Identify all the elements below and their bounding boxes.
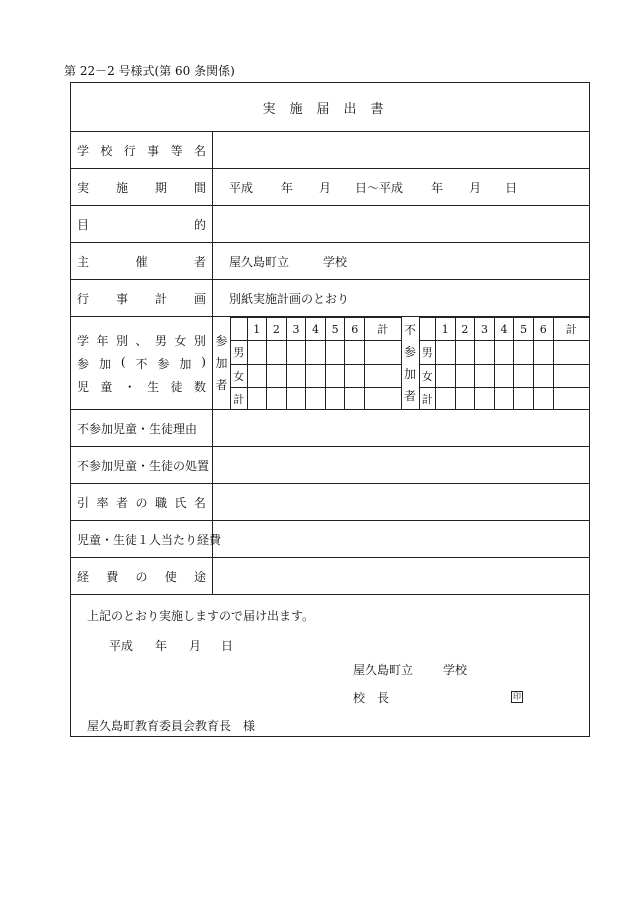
grade-header: 3 <box>475 318 495 341</box>
label-char: 者 <box>403 389 416 403</box>
label-char: 参 <box>77 356 90 371</box>
footer-principal-title: 校 長 <box>353 691 390 705</box>
group-participating <box>213 317 401 409</box>
label-leader <box>71 484 213 520</box>
label-char: 加 <box>179 356 192 371</box>
total-cell[interactable] <box>365 341 401 364</box>
label-event-name <box>71 132 213 168</box>
count-cell[interactable] <box>455 387 475 410</box>
total-cell[interactable] <box>553 364 589 387</box>
count-cell[interactable] <box>267 341 287 364</box>
label-char: 間 <box>193 180 206 195</box>
count-cell[interactable] <box>436 387 456 410</box>
group-label-participating <box>213 317 231 409</box>
seal-icon: 印 <box>513 692 521 701</box>
row-label: 計 <box>231 387 247 410</box>
label-participants <box>71 317 213 409</box>
count-cell[interactable] <box>455 364 475 387</box>
label-char: 経 <box>77 569 90 584</box>
count-cell[interactable] <box>345 364 365 387</box>
group-non-participating <box>401 317 590 409</box>
label-char: 童 <box>100 379 113 394</box>
row-event-name <box>71 132 589 169</box>
label-char: 名 <box>193 495 206 510</box>
participant-counts <box>213 317 589 409</box>
label-period <box>71 169 213 205</box>
label-char: 引 <box>77 495 90 510</box>
table-row <box>231 387 401 410</box>
grade-header-row <box>231 318 401 341</box>
label-char: 名 <box>193 143 206 158</box>
corner-cell <box>420 318 436 341</box>
label-purpose <box>71 206 213 242</box>
label-absence-reason: 不参加児童・生徒理由 <box>71 410 213 446</box>
footer-school-town: 屋久島町立 <box>353 663 414 677</box>
total-cell[interactable] <box>365 364 401 387</box>
grade-header: 6 <box>533 318 553 341</box>
count-cell[interactable] <box>345 387 365 410</box>
label-char: 事 <box>147 143 160 158</box>
period-month-1: 月 <box>319 180 332 195</box>
count-cell[interactable] <box>494 341 514 364</box>
count-cell[interactable] <box>494 364 514 387</box>
count-cell[interactable] <box>286 387 306 410</box>
label-char: 目 <box>77 217 90 232</box>
label-char: 者 <box>193 254 206 269</box>
label-participants-line-2 <box>77 355 206 372</box>
count-cell[interactable] <box>475 387 495 410</box>
label-char: 主 <box>77 254 90 269</box>
period-day-2: 日 <box>505 180 518 195</box>
table-row <box>420 387 590 410</box>
organizer-school: 学校 <box>323 254 348 269</box>
row-leader <box>71 484 589 521</box>
table-row <box>420 364 590 387</box>
label-char: 実 <box>77 180 90 195</box>
grade-header: 5 <box>514 318 534 341</box>
label-char: 参 <box>215 334 228 348</box>
label-char: 校 <box>100 143 113 158</box>
count-cell[interactable] <box>306 387 326 410</box>
label-char: 男 <box>154 333 167 348</box>
value-period[interactable] <box>213 169 589 205</box>
period-year-2: 年 <box>431 180 444 195</box>
value-schedule[interactable]: 別紙実施計画のとおり <box>229 291 350 306</box>
label-char: 学 <box>77 333 90 348</box>
value-cost-per-student[interactable] <box>213 521 589 557</box>
label-char: 不 <box>403 323 416 337</box>
label-char: 職 <box>154 495 167 510</box>
table-row <box>231 341 401 364</box>
count-cell[interactable] <box>494 387 514 410</box>
form-title: 実施届出書 <box>71 83 589 132</box>
label-char: 不 <box>135 356 148 371</box>
count-cell[interactable] <box>436 364 456 387</box>
period-era-1: 平成 <box>229 180 254 195</box>
count-cell[interactable] <box>533 341 553 364</box>
label-char: 別 <box>193 333 206 348</box>
label-char: 使 <box>164 569 177 584</box>
row-purpose <box>71 206 589 243</box>
notification-form <box>70 82 590 737</box>
value-absence-handling[interactable] <box>213 447 589 483</box>
group-label-non-participating <box>402 317 420 409</box>
form-number: 第 22－2 号様式(第 60 条関係) <box>64 64 235 78</box>
label-char: ) <box>201 354 206 369</box>
label-participants-line-1 <box>77 332 206 349</box>
count-cell[interactable] <box>514 364 534 387</box>
count-cell[interactable] <box>286 364 306 387</box>
count-cell[interactable] <box>325 364 345 387</box>
label-char: 参 <box>157 356 170 371</box>
footer-date-era: 平成 <box>109 639 134 653</box>
count-cell[interactable] <box>345 341 365 364</box>
label-char: の <box>135 495 148 510</box>
table-row <box>231 364 401 387</box>
footer-statement: 上記のとおり実施しますので届け出ます。 <box>87 609 315 623</box>
count-cell[interactable] <box>436 341 456 364</box>
organizer-town: 屋久島町立 <box>229 254 290 269</box>
label-absence-handling: 不参加児童・生徒の処置 <box>71 447 213 483</box>
total-cell[interactable] <box>553 341 589 364</box>
count-cell[interactable] <box>247 387 267 410</box>
label-char: 者 <box>215 378 228 392</box>
label-char: 行 <box>77 291 90 306</box>
label-char: ・ <box>123 379 136 394</box>
footer-date-year: 年 <box>155 639 168 653</box>
value-cost-usage[interactable] <box>213 558 589 594</box>
value-absence-reason[interactable] <box>213 410 589 446</box>
label-char: 加 <box>98 356 111 371</box>
total-header: 計 <box>553 318 589 341</box>
label-char: 別 <box>115 333 128 348</box>
footer-addressee: 屋久島町教育委員会教育長 様 <box>87 719 256 733</box>
label-char: 期 <box>154 180 167 195</box>
label-char: 計 <box>154 291 167 306</box>
period-day-1: 日〜平成 <box>355 180 404 195</box>
grade-header: 2 <box>455 318 475 341</box>
label-char: 加 <box>403 367 416 381</box>
row-absence-reason <box>71 410 589 447</box>
label-char: 等 <box>170 143 183 158</box>
label-char: 施 <box>115 180 128 195</box>
label-char: 生 <box>147 379 160 394</box>
count-cell[interactable] <box>247 364 267 387</box>
total-cell[interactable] <box>365 387 401 410</box>
count-cell[interactable] <box>267 364 287 387</box>
footer-school-suffix: 学校 <box>443 663 468 677</box>
period-month-2: 月 <box>469 180 482 195</box>
label-char: 参 <box>403 345 416 359</box>
label-participants-line-3 <box>77 378 206 395</box>
count-cell[interactable] <box>455 341 475 364</box>
row-label: 男 <box>420 341 436 364</box>
count-cell[interactable] <box>475 341 495 364</box>
label-schedule <box>71 280 213 316</box>
row-period <box>71 169 589 206</box>
row-label: 計 <box>420 387 436 410</box>
row-label: 男 <box>231 341 247 364</box>
label-char: 徒 <box>170 379 183 394</box>
label-char: 催 <box>135 254 148 269</box>
label-char: 事 <box>115 291 128 306</box>
row-label: 女 <box>420 364 436 387</box>
count-cell[interactable] <box>533 364 553 387</box>
row-cost-per-student <box>71 521 589 558</box>
value-event-name[interactable] <box>213 132 589 168</box>
label-cost-usage <box>71 558 213 594</box>
count-cell[interactable] <box>475 364 495 387</box>
footer-date-day: 日 <box>221 639 234 653</box>
label-char: 率 <box>96 495 109 510</box>
table-row <box>420 341 590 364</box>
value-leader[interactable] <box>213 484 589 520</box>
count-cell[interactable] <box>514 387 534 410</box>
label-char: 児 <box>77 379 90 394</box>
total-cell[interactable] <box>553 387 589 410</box>
count-cell[interactable] <box>247 341 267 364</box>
count-cell[interactable] <box>306 341 326 364</box>
non-participating-count-table <box>420 317 590 410</box>
label-char: 行 <box>123 143 136 158</box>
corner-cell <box>231 318 247 341</box>
count-cell[interactable] <box>325 341 345 364</box>
grade-header: 1 <box>436 318 456 341</box>
count-cell[interactable] <box>533 387 553 410</box>
form-footer <box>71 595 589 739</box>
label-char: 、 <box>135 333 148 348</box>
label-char: の <box>135 569 148 584</box>
grade-header-row <box>420 318 590 341</box>
label-char: 加 <box>215 356 228 370</box>
row-organizer <box>71 243 589 280</box>
label-char: 画 <box>193 291 206 306</box>
participating-count-table <box>231 317 401 410</box>
grade-header: 5 <box>325 318 345 341</box>
count-cell[interactable] <box>514 341 534 364</box>
period-year-1: 年 <box>281 180 294 195</box>
label-char: 女 <box>174 333 187 348</box>
label-char: ( <box>120 354 126 369</box>
grade-header: 3 <box>286 318 306 341</box>
label-char: 年 <box>96 333 109 348</box>
row-cost-usage <box>71 558 589 595</box>
value-purpose[interactable] <box>213 206 589 242</box>
label-char: 数 <box>193 379 206 394</box>
count-cell[interactable] <box>286 341 306 364</box>
label-char: 氏 <box>174 495 187 510</box>
row-schedule <box>71 280 589 317</box>
label-char: 途 <box>193 569 206 584</box>
row-label: 女 <box>231 364 247 387</box>
label-organizer <box>71 243 213 279</box>
grade-header: 4 <box>306 318 326 341</box>
label-char: 的 <box>193 217 206 232</box>
grade-header: 4 <box>494 318 514 341</box>
grade-header: 6 <box>345 318 365 341</box>
label-char: 費 <box>106 569 119 584</box>
total-header: 計 <box>365 318 401 341</box>
footer-date-month: 月 <box>189 639 202 653</box>
grade-header: 1 <box>247 318 267 341</box>
row-participants <box>71 317 589 410</box>
row-absence-handling <box>71 447 589 484</box>
count-cell[interactable] <box>325 387 345 410</box>
label-char: 学 <box>77 143 90 158</box>
count-cell[interactable] <box>306 364 326 387</box>
label-char: 者 <box>115 495 128 510</box>
count-cell[interactable] <box>267 387 287 410</box>
label-cost-per-student: 児童・生徒１人当たり経費 <box>71 521 213 557</box>
value-organizer[interactable] <box>213 243 589 279</box>
grade-header: 2 <box>267 318 287 341</box>
